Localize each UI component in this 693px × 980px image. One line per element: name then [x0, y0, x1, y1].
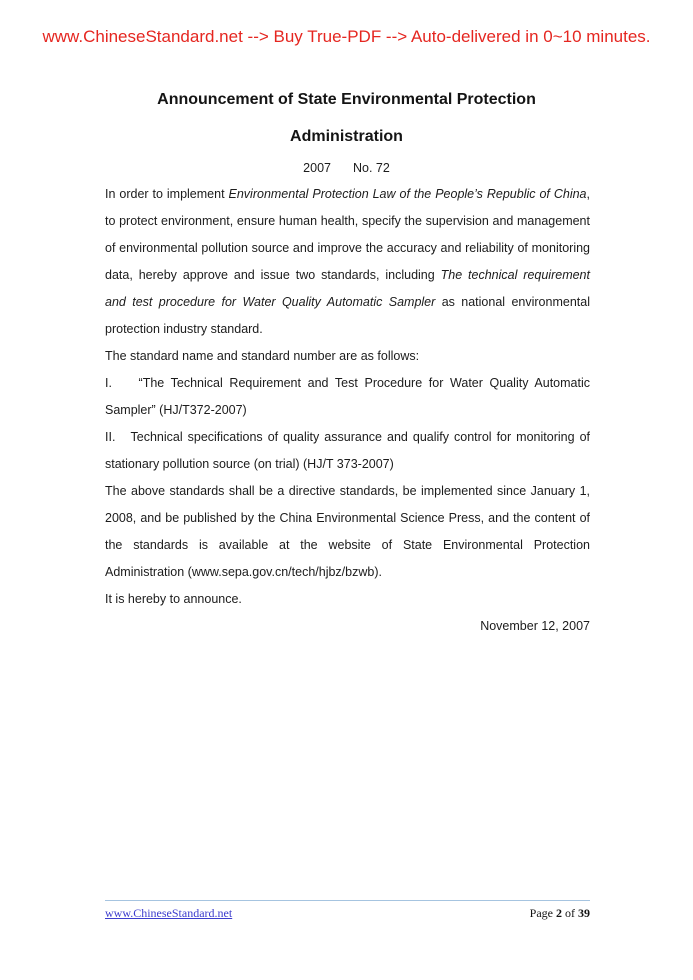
footer-row: [105, 901, 590, 921]
text-segment: The standard name and standard number are as follows:: [105, 349, 420, 363]
paragraph: [105, 181, 590, 343]
paragraph: [105, 478, 590, 586]
text-segment: as national environmental protection industry standard.: [105, 295, 590, 336]
paragraph: [105, 613, 590, 640]
text-segment: November 12, 2007: [480, 619, 590, 633]
italic-text-segment: The technical requirement and test procedure for Water Quality Automatic Sampler: [105, 268, 590, 309]
paragraph: [105, 370, 590, 424]
page-footer: [105, 900, 590, 921]
paragraph: [105, 343, 590, 370]
meta-year: 2007: [303, 161, 331, 175]
page-current: 2: [556, 906, 562, 920]
promo-banner-link[interactable]: www.ChineseStandard.net --> Buy True-PDF --> Auto-delivered in 0~10 minutes.: [42, 27, 651, 46]
document-title-line2: Administration: [290, 128, 403, 145]
document-body: [105, 181, 590, 640]
page-indicator: [530, 906, 590, 921]
document-meta: [0, 161, 693, 175]
text-segment: , to protect environment, ensure human health, specify the supervision and management of environmental pollution source and improve the accuracy and reliability of monitoring data, hereby approve and issue two standards, including: [105, 187, 590, 282]
document-title-line1: Announcement of State Environmental Protection: [157, 91, 536, 108]
text-segment: It is hereby to announce.: [105, 592, 242, 606]
page-total: 39: [578, 906, 590, 920]
page-prefix: Page: [529, 906, 553, 920]
text-segment: The above standards shall be a directive standards, be implemented since January 1, 2008, and be published by the China Environmental Science Press, and the content of the standards is available at the website of State Environmental Protection Administration (www.sepa.gov.cn/tech/hjbz/bzwb).: [105, 484, 590, 579]
italic-text-segment: Environmental Protection Law of the People’s Republic of China: [228, 187, 587, 201]
footer-site-link[interactable]: www.ChineseStandard.net: [105, 906, 233, 920]
text-segment: I. “The Technical Requirement and Test Procedure for Water Quality Automatic Sampler” (HJ/T372-2007): [105, 376, 590, 417]
meta-number: No. 72: [352, 161, 390, 175]
page-of: of: [565, 906, 575, 920]
text-segment: In order to implement: [105, 187, 229, 201]
text-segment: II. Technical specifications of quality assurance and qualify control for monitoring of stationary pollution source (on trial) (HJ/T 373-2007): [105, 430, 590, 471]
paragraph: [105, 424, 590, 478]
paragraph: [105, 586, 590, 613]
